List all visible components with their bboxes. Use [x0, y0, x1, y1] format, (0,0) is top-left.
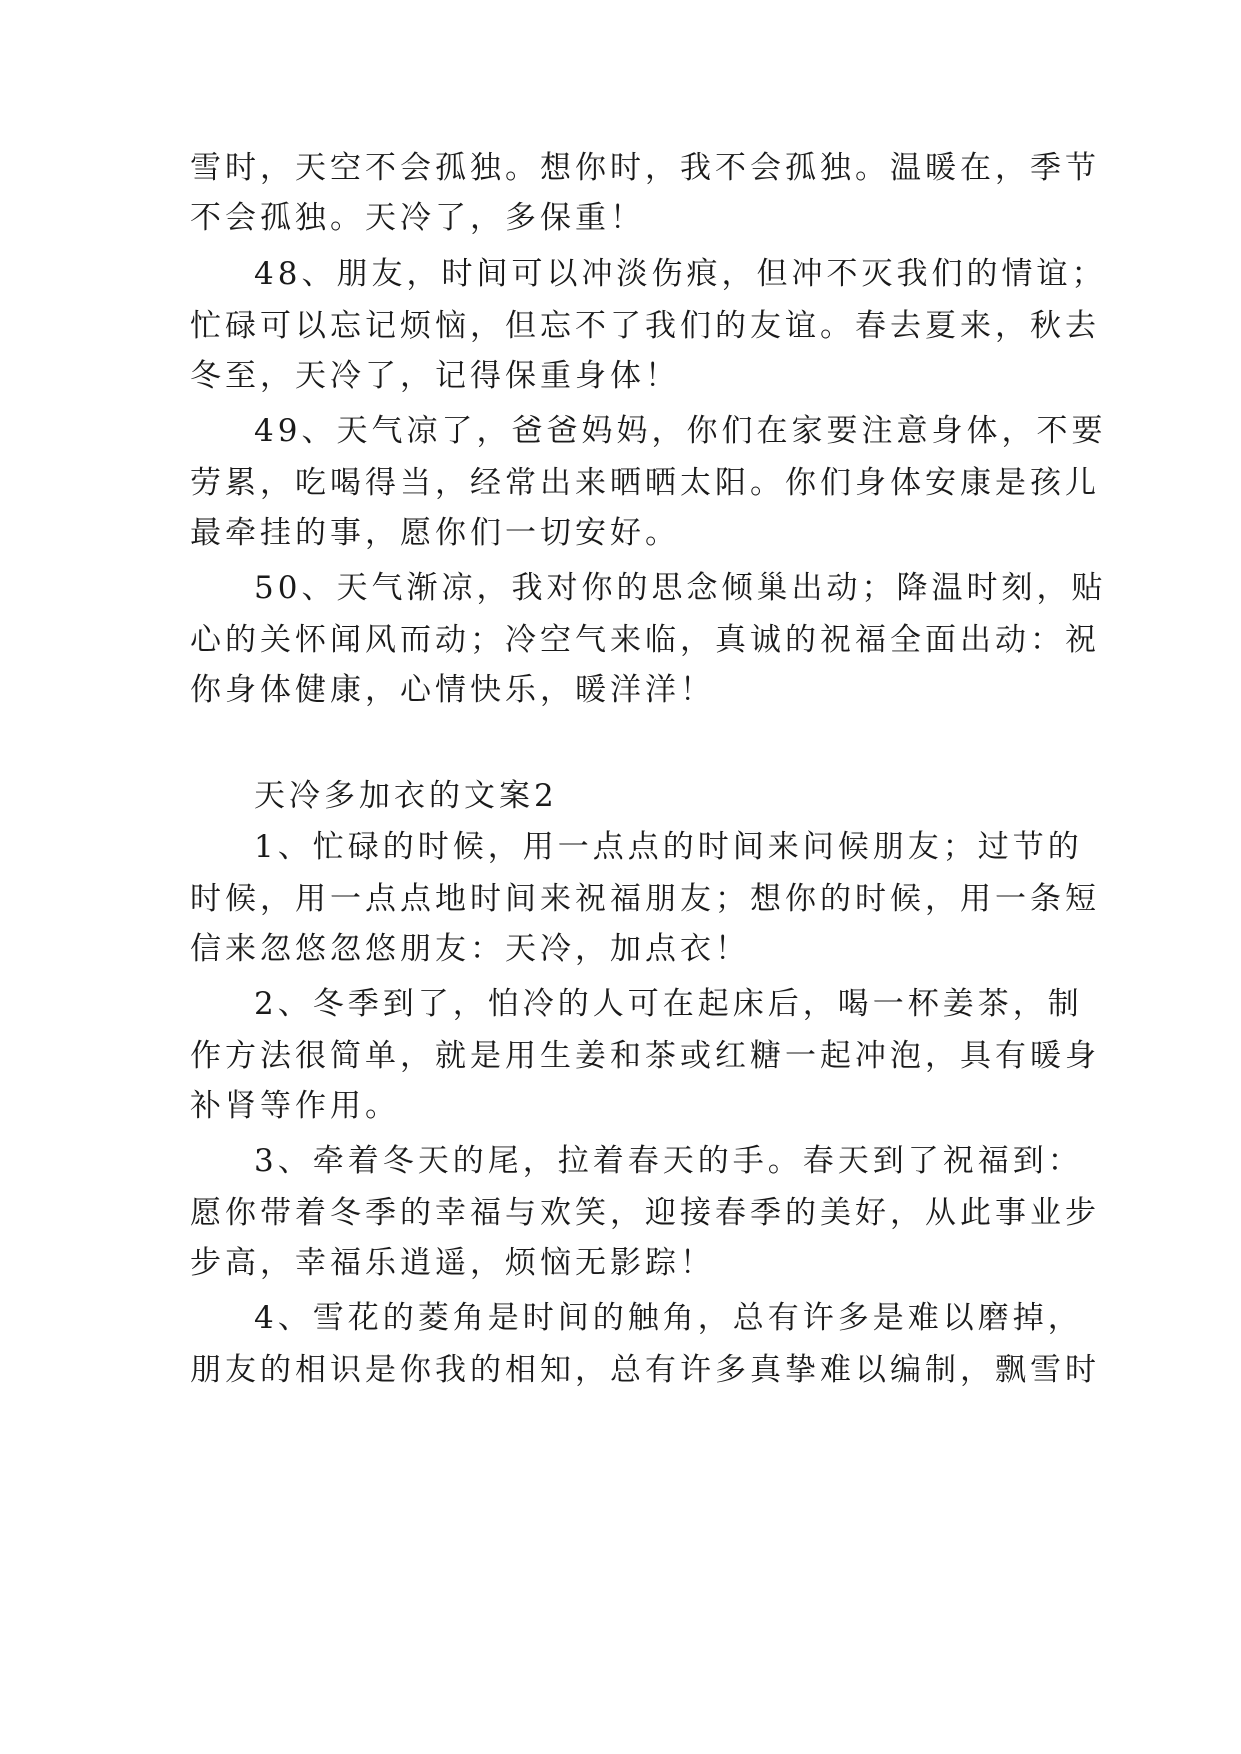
text-line: 3、牵着冬天的尾，拉着春天的手。春天到了祝福到：: [254, 1143, 1083, 1179]
text-line: 信来忽悠忽悠朋友：天冷，加点衣！: [190, 931, 750, 967]
text-line: 作方法很简单，就是用生姜和茶或红糖一起冲泡，具有暖身: [190, 1038, 1100, 1074]
text-line: 2、冬季到了，怕冷的人可在起床后，喝一杯姜茶，制: [254, 986, 1083, 1022]
text-line: 步高，幸福乐逍遥，烦恼无影踪！: [190, 1245, 715, 1281]
text-line: 冬至，天冷了，记得保重身体！: [190, 358, 680, 394]
text-line: 心的关怀闻风而动；冷空气来临，真诚的祝福全面出动：祝: [190, 622, 1100, 658]
text-line: 时候，用一点点地时间来祝福朋友；想你的时候，用一条短: [190, 881, 1100, 917]
text-line: 48、朋友，时间可以冲淡伤痕，但冲不灭我们的情谊；: [254, 256, 1107, 292]
text-line: 你身体健康，心情快乐，暖洋洋！: [190, 672, 715, 708]
text-line: 49、天气凉了，爸爸妈妈，你们在家要注意身体，不要: [254, 413, 1107, 449]
text-line: 4、雪花的菱角是时间的触角，总有许多是难以磨掉，: [254, 1300, 1083, 1336]
text-line: 最牵挂的事，愿你们一切安好。: [190, 515, 680, 551]
text-line: 劳累，吃喝得当，经常出来晒晒太阳。你们身体安康是孩儿: [190, 465, 1100, 501]
text-line: 1、忙碌的时候，用一点点的时间来问候朋友；过节的: [254, 829, 1083, 865]
text-line: 补肾等作用。: [190, 1088, 400, 1124]
text-line: 雪时，天空不会孤独。想你时，我不会孤独。温暖在，季节: [190, 150, 1100, 186]
section-title: 天冷多加衣的文案2: [254, 778, 558, 814]
text-line: 不会孤独。天冷了，多保重！: [190, 200, 645, 236]
text-line: 愿你带着冬季的幸福与欢笑，迎接春季的美好，从此事业步: [190, 1195, 1100, 1231]
text-line: 忙碌可以忘记烦恼，但忘不了我们的友谊。春去夏来，秋去: [190, 308, 1100, 344]
text-line: 朋友的相识是你我的相知，总有许多真挚难以编制，飘雪时: [190, 1352, 1100, 1388]
text-line: 50、天气渐凉，我对你的思念倾巢出动；降温时刻，贴: [254, 570, 1107, 606]
